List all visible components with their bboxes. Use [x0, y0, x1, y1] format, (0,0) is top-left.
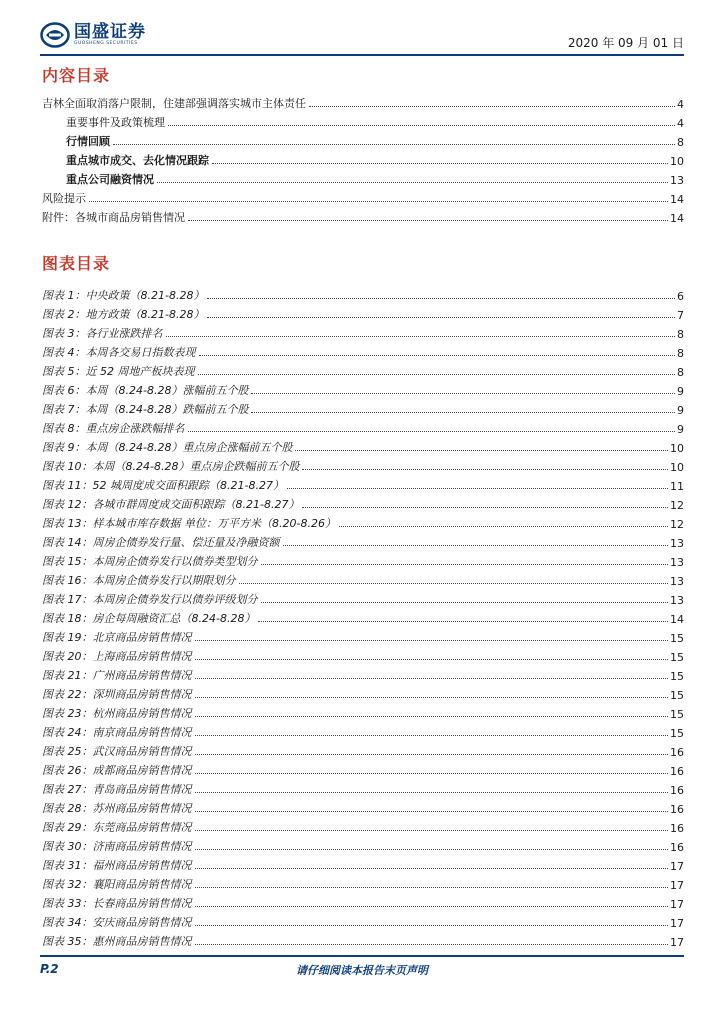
figure-entry-page: 13 — [670, 556, 684, 569]
figure-entry-label: 图表 27：青岛商品房销售情况 — [42, 783, 192, 796]
dot-leader — [113, 144, 675, 145]
figure-entry[interactable] — [42, 303, 684, 322]
figure-entry-label: 图表 20：上海商品房销售情况 — [42, 650, 192, 663]
dot-leader — [283, 545, 669, 546]
contents-entry[interactable] — [42, 206, 684, 225]
figure-entry[interactable] — [42, 474, 684, 493]
figure-entry-page: 16 — [670, 822, 684, 835]
dot-leader — [188, 431, 676, 432]
company-logo — [40, 22, 146, 48]
figure-entry[interactable] — [42, 436, 684, 455]
figure-entry-page: 17 — [670, 860, 684, 873]
contents-entry-page: 14 — [670, 193, 684, 206]
figure-entry-label: 图表 32：襄阳商品房销售情况 — [42, 878, 192, 891]
dot-leader — [168, 125, 675, 126]
figure-entry[interactable] — [42, 911, 684, 930]
figure-entry-label: 图表 17：本周房企债券发行以债券评级划分 — [42, 593, 258, 606]
figure-entry-page: 9 — [677, 385, 684, 398]
contents-entry-label: 附件：各城市商品房销售情况 — [42, 211, 185, 224]
dot-leader — [195, 716, 669, 717]
dot-leader — [195, 773, 669, 774]
footer-divider — [40, 955, 684, 957]
contents-entry[interactable] — [42, 111, 684, 130]
contents-entry[interactable] — [42, 130, 684, 149]
figure-entry-page: 16 — [670, 746, 684, 759]
figure-entry-page: 12 — [670, 518, 684, 531]
dot-leader — [258, 621, 668, 622]
figure-entry-page: 8 — [677, 347, 684, 360]
figure-entry-page: 16 — [670, 765, 684, 778]
dot-leader — [195, 830, 669, 831]
figure-entry-page: 15 — [670, 651, 684, 664]
contents-entry-page: 13 — [670, 174, 684, 187]
dot-leader — [195, 640, 669, 641]
dot-leader — [199, 355, 676, 356]
dot-leader — [195, 659, 669, 660]
logo-english-name: GUOSHENG SECURITIES — [74, 41, 138, 46]
dot-leader — [309, 106, 675, 107]
figure-entry-label: 图表 29：东莞商品房销售情况 — [42, 821, 192, 834]
figure-entry-label: 图表 18：房企每周融资汇总（8.24-8.28） — [42, 612, 256, 625]
figure-entry-label: 图表 23：杭州商品房销售情况 — [42, 707, 192, 720]
figure-entry[interactable] — [42, 626, 684, 645]
figure-entry-label: 图表 6：本周（8.24-8.28）涨幅前五个股 — [42, 384, 249, 397]
dot-leader — [207, 298, 675, 299]
figure-entry-label: 图表 31：福州商品房销售情况 — [42, 859, 192, 872]
dot-leader — [207, 317, 675, 318]
figure-entry-page: 8 — [677, 328, 684, 341]
figure-entry[interactable] — [42, 569, 684, 588]
figure-entry[interactable] — [42, 721, 684, 740]
figure-entry[interactable] — [42, 683, 684, 702]
dot-leader — [287, 488, 668, 489]
figure-entry-page: 16 — [670, 841, 684, 854]
dot-leader — [212, 163, 668, 164]
figure-entry[interactable] — [42, 759, 684, 778]
figure-entry[interactable] — [42, 740, 684, 759]
report-date: 2020 年 09 月 01 日 — [567, 36, 684, 50]
dot-leader — [339, 526, 668, 527]
figure-entry[interactable] — [42, 550, 684, 569]
figure-entry-label: 图表 11：52 城周度成交面积跟踪（8.21-8.27） — [42, 479, 284, 492]
figure-entry-label: 图表 5：近 52 周地产板块表现 — [42, 365, 195, 378]
dot-leader — [302, 507, 668, 508]
dot-leader — [195, 868, 669, 869]
contents-title: 内容目录 — [42, 66, 111, 85]
dot-leader — [195, 792, 669, 793]
figure-entry-label: 图表 1：中央政策（8.21-8.28） — [42, 289, 205, 302]
contents-entry-page: 4 — [677, 117, 684, 130]
contents-entry-page: 10 — [670, 155, 684, 168]
figure-entry[interactable] — [42, 892, 684, 911]
contents-entry-label: 风险提示 — [42, 192, 86, 205]
figure-entry-page: 17 — [670, 936, 684, 949]
figure-entry-label: 图表 3：各行业涨跌排名 — [42, 327, 163, 340]
dot-leader — [195, 925, 669, 926]
figure-entry-page: 9 — [677, 404, 684, 417]
dot-leader — [188, 220, 668, 221]
figure-entry-page: 15 — [670, 632, 684, 645]
figure-entry-page: 13 — [670, 575, 684, 588]
figure-entry-page: 6 — [677, 290, 684, 303]
figure-entry[interactable] — [42, 607, 684, 626]
figure-entry-page: 15 — [670, 727, 684, 740]
contents-entry-page: 8 — [677, 136, 684, 149]
figure-entry-label: 图表 10：本周（8.24-8.28）重点房企跌幅前五个股 — [42, 460, 300, 473]
figure-entry[interactable] — [42, 360, 684, 379]
figure-entry-page: 8 — [677, 366, 684, 379]
figure-entry-label: 图表 16：本周房企债券发行以期限划分 — [42, 574, 236, 587]
figure-entry-label: 图表 34：安庆商品房销售情况 — [42, 916, 192, 929]
contents-entry-label: 吉林全面取消落户限制，住建部强调落实城市主体责任 — [42, 97, 306, 110]
figure-entry-label: 图表 26：成都商品房销售情况 — [42, 764, 192, 777]
figure-entry[interactable] — [42, 417, 684, 436]
figure-entry[interactable] — [42, 379, 684, 398]
figure-entry[interactable] — [42, 797, 684, 816]
page-number: P.2 — [40, 962, 59, 976]
figure-entry-label: 图表 21：广州商品房销售情况 — [42, 669, 192, 682]
figure-entry-page: 15 — [670, 689, 684, 702]
figure-entry-page: 9 — [677, 423, 684, 436]
contents-entry-label: 行情回顾 — [66, 135, 110, 148]
dot-leader — [195, 811, 669, 812]
dot-leader — [251, 412, 675, 413]
figure-entry[interactable] — [42, 512, 684, 531]
figure-entry-label: 图表 14：周房企债券发行量、偿还量及净融资额 — [42, 536, 280, 549]
figure-entry[interactable] — [42, 322, 684, 341]
figure-entry-page: 10 — [670, 461, 684, 474]
dot-leader — [295, 450, 668, 451]
figure-entry-page: 16 — [670, 784, 684, 797]
header-divider — [40, 54, 684, 56]
figure-entry-label: 图表 30：济南商品房销售情况 — [42, 840, 192, 853]
figure-entry-page: 13 — [670, 537, 684, 550]
figure-entry-page: 11 — [670, 480, 684, 493]
figure-entry[interactable] — [42, 778, 684, 797]
figure-entry-label: 图表 8：重点房企涨跌幅排名 — [42, 422, 185, 435]
dot-leader — [261, 602, 669, 603]
disclaimer-note: 请仔细阅读本报告末页声明 — [296, 964, 428, 977]
dot-leader — [239, 583, 669, 584]
dot-leader — [198, 374, 676, 375]
figure-entry[interactable] — [42, 398, 684, 417]
figure-entry[interactable] — [42, 873, 684, 892]
figure-entry-label: 图表 33：长春商品房销售情况 — [42, 897, 192, 910]
figure-entry[interactable] — [42, 341, 684, 360]
dot-leader — [195, 887, 669, 888]
dot-leader — [251, 393, 675, 394]
dot-leader — [195, 906, 669, 907]
figure-entry[interactable] — [42, 816, 684, 835]
contents-entry[interactable] — [42, 187, 684, 206]
contents-entry[interactable] — [42, 168, 684, 187]
contents-list — [42, 92, 684, 225]
figure-entry[interactable] — [42, 588, 684, 607]
contents-entry[interactable] — [42, 92, 684, 111]
dot-leader — [195, 944, 669, 945]
figure-entry-label: 图表 19：北京商品房销售情况 — [42, 631, 192, 644]
figure-entry-page: 16 — [670, 803, 684, 816]
dot-leader — [195, 697, 669, 698]
figure-entry-label: 图表 35：惠州商品房销售情况 — [42, 935, 192, 948]
dot-leader — [157, 182, 668, 183]
figure-entry[interactable] — [42, 930, 684, 949]
figure-entry-page: 15 — [670, 708, 684, 721]
figure-entry[interactable] — [42, 284, 684, 303]
contents-entry-page: 14 — [670, 212, 684, 225]
dot-leader — [195, 849, 669, 850]
figure-entry-page: 7 — [677, 309, 684, 322]
figure-entry[interactable] — [42, 664, 684, 683]
figure-entry-label: 图表 2：地方政策（8.21-8.28） — [42, 308, 205, 321]
figure-entry-page: 17 — [670, 917, 684, 930]
figure-entry[interactable] — [42, 455, 684, 474]
dot-leader — [89, 201, 668, 202]
contents-entry-label: 重要事件及政策梳理 — [66, 116, 165, 129]
dot-leader — [261, 564, 669, 565]
contents-entry-label: 重点公司融资情况 — [66, 173, 154, 186]
figure-entry-label: 图表 15：本周房企债券发行以债券类型划分 — [42, 555, 258, 568]
figure-entry-label: 图表 24：南京商品房销售情况 — [42, 726, 192, 739]
contents-entry[interactable] — [42, 149, 684, 168]
figure-entry-page: 17 — [670, 898, 684, 911]
figure-entry-label: 图表 9：本周（8.24-8.28）重点房企涨幅前五个股 — [42, 441, 293, 454]
figure-entry-label: 图表 12：各城市群周度成交面积跟踪（8.21-8.27） — [42, 498, 300, 511]
figures-list — [42, 284, 684, 949]
figure-entry[interactable] — [42, 531, 684, 550]
logo-chinese-name: 国盛证券 — [74, 22, 146, 42]
figure-entry-label: 图表 25：武汉商品房销售情况 — [42, 745, 192, 758]
figure-entry[interactable] — [42, 702, 684, 721]
figure-entry-page: 12 — [670, 499, 684, 512]
contents-entry-page: 4 — [677, 98, 684, 111]
figure-entry-page: 14 — [670, 613, 684, 626]
figures-title: 图表目录 — [42, 254, 111, 273]
figure-entry[interactable] — [42, 835, 684, 854]
figure-entry-label: 图表 22：深圳商品房销售情况 — [42, 688, 192, 701]
dot-leader — [195, 754, 669, 755]
dot-leader — [302, 469, 668, 470]
figure-entry[interactable] — [42, 854, 684, 873]
dot-leader — [195, 678, 669, 679]
figure-entry-label: 图表 4：本周各交易日指数表现 — [42, 346, 196, 359]
dot-leader — [166, 336, 676, 337]
figure-entry-page: 13 — [670, 594, 684, 607]
figure-entry[interactable] — [42, 645, 684, 664]
figure-entry-page: 17 — [670, 879, 684, 892]
figure-entry-label: 图表 7：本周（8.24-8.28）跌幅前五个股 — [42, 403, 249, 416]
figure-entry-label: 图表 28：苏州商品房销售情况 — [42, 802, 192, 815]
figure-entry[interactable] — [42, 493, 684, 512]
guosheng-logo-icon — [40, 22, 70, 48]
figure-entry-page: 15 — [670, 670, 684, 683]
page-header — [40, 22, 684, 52]
figure-entry-label: 图表 13：样本城市库存数据 单位：万平方米（8.20-8.26） — [42, 517, 336, 530]
contents-entry-label: 重点城市成交、去化情况跟踪 — [66, 154, 209, 167]
dot-leader — [195, 735, 669, 736]
figure-entry-page: 10 — [670, 442, 684, 455]
